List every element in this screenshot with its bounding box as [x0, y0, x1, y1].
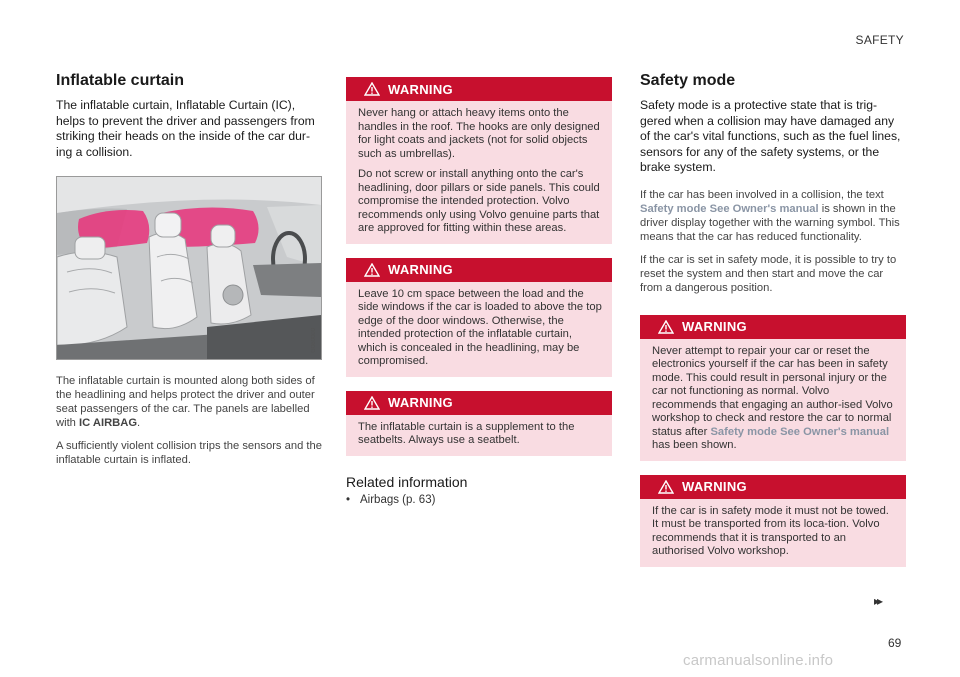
- figure-code: G060000: [311, 328, 317, 353]
- warning-label: WARNING: [388, 262, 453, 277]
- warning-triangle-icon: [658, 320, 674, 334]
- warning-label: WARNING: [388, 81, 453, 97]
- next-page-arrow-icon[interactable]: ▸▸: [874, 594, 881, 608]
- inflatable-curtain-intro: The inflatable curtain, Inflatable Curtain (IC), helps to prevent the driver and passengers from striking their heads on the inside of the car dur-ing a collision.: [56, 98, 315, 159]
- warning-header: [346, 391, 612, 415]
- section-header: SAFETY: [855, 33, 904, 47]
- related-information-title: Related information: [346, 473, 468, 490]
- warning-header: [346, 77, 612, 101]
- warning-box-roof-handles: [346, 77, 612, 244]
- safety-mode-reset-text: If the car is set in safety mode, it is possible to try to reset the system and then start and move the car from a dangerous position.: [640, 253, 897, 294]
- warning-text: Never hang or attach heavy items onto the handles in the roof. The hooks are only designed for light coats and jackets (not for solid objects such as umbrellas).: [358, 107, 600, 160]
- car-interior-illustration: [56, 176, 322, 360]
- inflatable-curtain-diagram: [57, 177, 321, 359]
- column-inflatable-curtain: [56, 72, 322, 476]
- warning-label: WARNING: [682, 479, 747, 494]
- inflatable-curtain-title: Inflatable curtain: [56, 72, 185, 89]
- warning-header: [346, 258, 612, 282]
- warning-text: Do not screw or install anything onto the car's headlining, door pillars or side panels. This could compromise the intended protection. Volvo recommends only using Volvo genuine parts that are approved for fitting within these areas.: [358, 168, 600, 234]
- column-warnings: [346, 77, 612, 506]
- column-safety-mode: [640, 72, 906, 581]
- warning-box-load-space: [346, 258, 612, 377]
- warning-triangle-icon: [364, 263, 380, 277]
- safety-mode-message: Safety mode See Owner's manual: [710, 425, 890, 438]
- related-link[interactable]: • Airbags (p. 63): [346, 493, 436, 506]
- safety-mode-title: Safety mode: [640, 72, 736, 89]
- safety-mode-message: Safety mode See Owner's manual: [640, 202, 819, 215]
- warning-label: WARNING: [682, 319, 747, 334]
- warning-text: If the car is in safety mode it must not be towed. It must be transported from its loca-tion. Volvo recommends that it is transported to an authorised Volvo workshop.: [652, 504, 889, 557]
- inflatable-curtain-trigger-text: A sufficiently violent collision trips the sensors and the inflatable curtain is inflated.: [56, 440, 322, 466]
- inflatable-curtain-mounting-text: The inflatable curtain is mounted along both sides of the headlining and helps protect the driver and outer seat passengers of the car. The panels are labelled with IC AIRBAG.: [56, 375, 315, 429]
- warning-text: The inflatable curtain is a supplement to the seatbelts. Always use a seatbelt.: [358, 420, 575, 446]
- warning-triangle-icon: [658, 480, 674, 494]
- warning-text: Leave 10 cm space between the load and the side windows if the car is loaded to above the top edge of the door windows. Otherwise, the intended protection of the inflatable curtain, which is concealed in the headlining, may be compromised.: [358, 287, 602, 367]
- bullet: •: [346, 493, 351, 506]
- warning-header: [640, 475, 906, 499]
- warning-triangle-icon: [364, 396, 380, 410]
- safety-mode-intro: Safety mode is a protective state that is trig-gered when a collision may have damaged any of the car's vital functions, such as the fuel lines, sensors for any of the safety systems, or the brake system.: [640, 98, 901, 174]
- warning-box-seatbelt: [346, 391, 612, 456]
- related-links-list: [346, 494, 612, 506]
- warning-box-repair: [640, 315, 906, 461]
- watermark: carmanualsonline.info: [683, 652, 834, 669]
- warning-triangle-icon: [364, 82, 380, 96]
- warning-text: Never attempt to repair your car or reset the electronics yourself if the car has been in safety mode. This could result in personal injury or the car not functioning as normal. Volvo recommends that engaging an author-ised Volvo workshop to check and restore the car to normal status after Safety mode See Owner's manual has been shown.: [652, 344, 893, 451]
- warning-box-towing: [640, 475, 906, 567]
- safety-mode-display-text: If the car has been involved in a collision, the text Safety mode See Owner's manual is shown in the driver display together with the warning symbol. This means that the car has reduced functionality.: [640, 188, 900, 243]
- warning-header: [640, 315, 906, 339]
- warning-label: WARNING: [388, 395, 453, 410]
- page-number: 69: [888, 636, 902, 650]
- ic-airbag-label: IC AIRBAG: [79, 417, 138, 429]
